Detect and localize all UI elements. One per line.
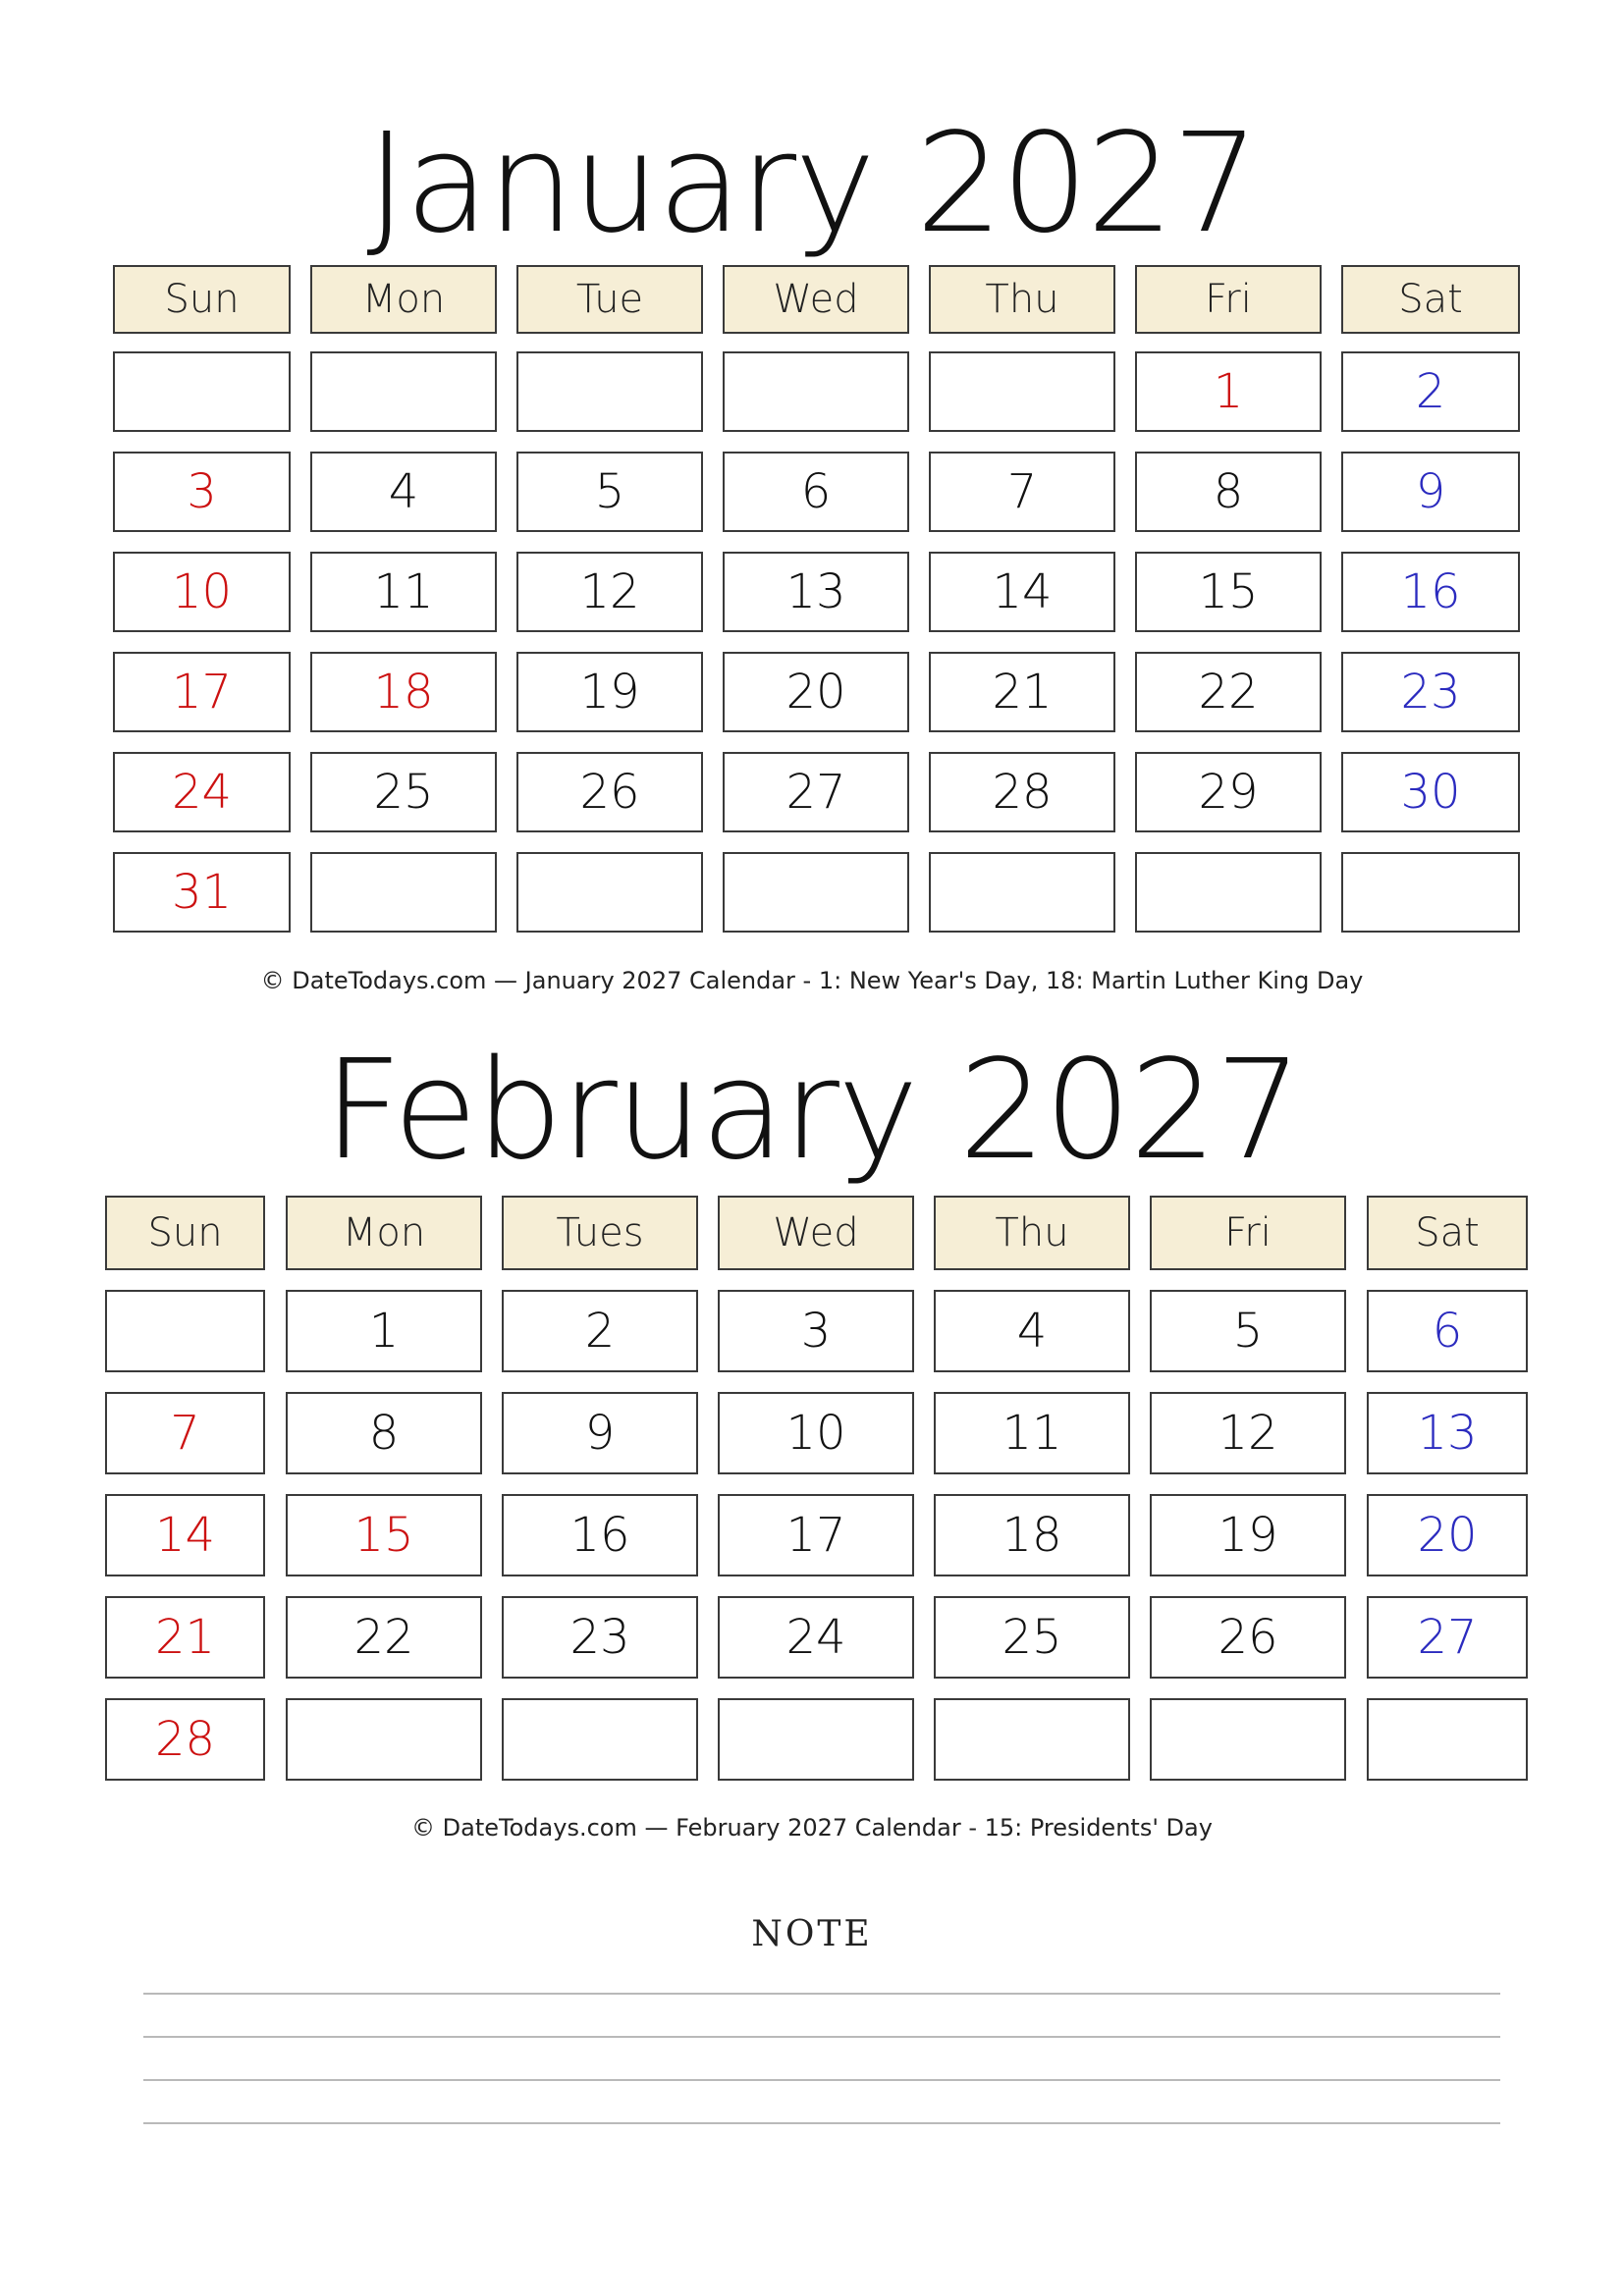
day-cell-17[interactable]: 17 [113, 652, 291, 732]
day-cell-28[interactable]: 28 [929, 752, 1115, 832]
day-cell-18[interactable]: 18 [310, 652, 497, 732]
day-cell-7[interactable]: 7 [105, 1392, 265, 1474]
weekday-header-wed: Wed [718, 1196, 914, 1270]
day-cell-19[interactable]: 19 [516, 652, 703, 732]
note-line[interactable] [143, 2079, 1500, 2081]
day-cell-22[interactable]: 22 [1135, 652, 1322, 732]
weekday-header-thu: Thu [934, 1196, 1130, 1270]
day-cell-28[interactable]: 28 [105, 1698, 265, 1781]
day-cell-13[interactable]: 13 [1367, 1392, 1528, 1474]
empty-day-cell[interactable] [502, 1698, 698, 1781]
day-cell-11[interactable]: 11 [310, 552, 497, 632]
day-cell-6[interactable]: 6 [723, 452, 909, 532]
empty-day-cell[interactable] [1341, 852, 1520, 933]
empty-day-cell[interactable] [723, 351, 909, 432]
empty-day-cell[interactable] [286, 1698, 482, 1781]
day-cell-26[interactable]: 26 [516, 752, 703, 832]
weekday-header-fri: Fri [1150, 1196, 1346, 1270]
note-line[interactable] [143, 2122, 1500, 2124]
weekday-header-tues: Tues [502, 1196, 698, 1270]
empty-day-cell[interactable] [929, 351, 1115, 432]
month-title-february: February 2027 [323, 1031, 1301, 1191]
empty-day-cell[interactable] [934, 1698, 1130, 1781]
empty-day-cell[interactable] [718, 1698, 914, 1781]
day-cell-10[interactable]: 10 [718, 1392, 914, 1474]
day-cell-2[interactable]: 2 [502, 1290, 698, 1372]
day-cell-21[interactable]: 21 [929, 652, 1115, 732]
day-cell-27[interactable]: 27 [723, 752, 909, 832]
day-cell-24[interactable]: 24 [113, 752, 291, 832]
weekday-header-sun: Sun [113, 265, 291, 334]
empty-day-cell[interactable] [105, 1290, 265, 1372]
day-cell-29[interactable]: 29 [1135, 752, 1322, 832]
day-cell-25[interactable]: 25 [934, 1596, 1130, 1679]
day-cell-1[interactable]: 1 [1135, 351, 1322, 432]
day-cell-21[interactable]: 21 [105, 1596, 265, 1679]
day-cell-12[interactable]: 12 [516, 552, 703, 632]
day-cell-19[interactable]: 19 [1150, 1494, 1346, 1576]
day-cell-20[interactable]: 20 [723, 652, 909, 732]
day-cell-5[interactable]: 5 [1150, 1290, 1346, 1372]
note-line[interactable] [143, 1993, 1500, 1995]
empty-day-cell[interactable] [310, 852, 497, 933]
note-line[interactable] [143, 2036, 1500, 2038]
empty-day-cell[interactable] [929, 852, 1115, 933]
day-cell-11[interactable]: 11 [934, 1392, 1130, 1474]
day-cell-8[interactable]: 8 [286, 1392, 482, 1474]
weekday-header-sat: Sat [1367, 1196, 1528, 1270]
empty-day-cell[interactable] [113, 351, 291, 432]
note-title: NOTE [751, 1914, 873, 1954]
empty-day-cell[interactable] [1367, 1698, 1528, 1781]
empty-day-cell[interactable] [516, 852, 703, 933]
day-cell-22[interactable]: 22 [286, 1596, 482, 1679]
day-cell-30[interactable]: 30 [1341, 752, 1520, 832]
empty-day-cell[interactable] [310, 351, 497, 432]
weekday-header-sat: Sat [1341, 265, 1520, 334]
day-cell-15[interactable]: 15 [286, 1494, 482, 1576]
empty-day-cell[interactable] [723, 852, 909, 933]
footnote-january: © DateTodays.com — January 2027 Calendar - 1: New Year's Day, 18: Martin Luther King Day [260, 967, 1364, 994]
weekday-header-thu: Thu [929, 265, 1115, 334]
day-cell-6[interactable]: 6 [1367, 1290, 1528, 1372]
day-cell-20[interactable]: 20 [1367, 1494, 1528, 1576]
day-cell-27[interactable]: 27 [1367, 1596, 1528, 1679]
day-cell-10[interactable]: 10 [113, 552, 291, 632]
day-cell-13[interactable]: 13 [723, 552, 909, 632]
day-cell-31[interactable]: 31 [113, 852, 291, 933]
day-cell-26[interactable]: 26 [1150, 1596, 1346, 1679]
day-cell-18[interactable]: 18 [934, 1494, 1130, 1576]
day-cell-16[interactable]: 16 [1341, 552, 1520, 632]
weekday-header-tue: Tue [516, 265, 703, 334]
day-cell-2[interactable]: 2 [1341, 351, 1520, 432]
day-cell-8[interactable]: 8 [1135, 452, 1322, 532]
weekday-header-fri: Fri [1135, 265, 1322, 334]
weekday-header-sun: Sun [105, 1196, 265, 1270]
day-cell-4[interactable]: 4 [310, 452, 497, 532]
day-cell-1[interactable]: 1 [286, 1290, 482, 1372]
day-cell-16[interactable]: 16 [502, 1494, 698, 1576]
month-title-january: January 2027 [366, 104, 1258, 264]
day-cell-3[interactable]: 3 [718, 1290, 914, 1372]
day-cell-24[interactable]: 24 [718, 1596, 914, 1679]
day-cell-17[interactable]: 17 [718, 1494, 914, 1576]
weekday-header-mon: Mon [286, 1196, 482, 1270]
day-cell-14[interactable]: 14 [105, 1494, 265, 1576]
empty-day-cell[interactable] [1150, 1698, 1346, 1781]
day-cell-4[interactable]: 4 [934, 1290, 1130, 1372]
day-cell-7[interactable]: 7 [929, 452, 1115, 532]
day-cell-5[interactable]: 5 [516, 452, 703, 532]
day-cell-3[interactable]: 3 [113, 452, 291, 532]
day-cell-23[interactable]: 23 [1341, 652, 1520, 732]
day-cell-25[interactable]: 25 [310, 752, 497, 832]
day-cell-9[interactable]: 9 [502, 1392, 698, 1474]
empty-day-cell[interactable] [1135, 852, 1322, 933]
empty-day-cell[interactable] [516, 351, 703, 432]
day-cell-9[interactable]: 9 [1341, 452, 1520, 532]
footnote-february: © DateTodays.com — February 2027 Calendar - 15: Presidents' Day [411, 1814, 1213, 1842]
day-cell-15[interactable]: 15 [1135, 552, 1322, 632]
weekday-header-mon: Mon [310, 265, 497, 334]
day-cell-23[interactable]: 23 [502, 1596, 698, 1679]
day-cell-14[interactable]: 14 [929, 552, 1115, 632]
weekday-header-wed: Wed [723, 265, 909, 334]
day-cell-12[interactable]: 12 [1150, 1392, 1346, 1474]
